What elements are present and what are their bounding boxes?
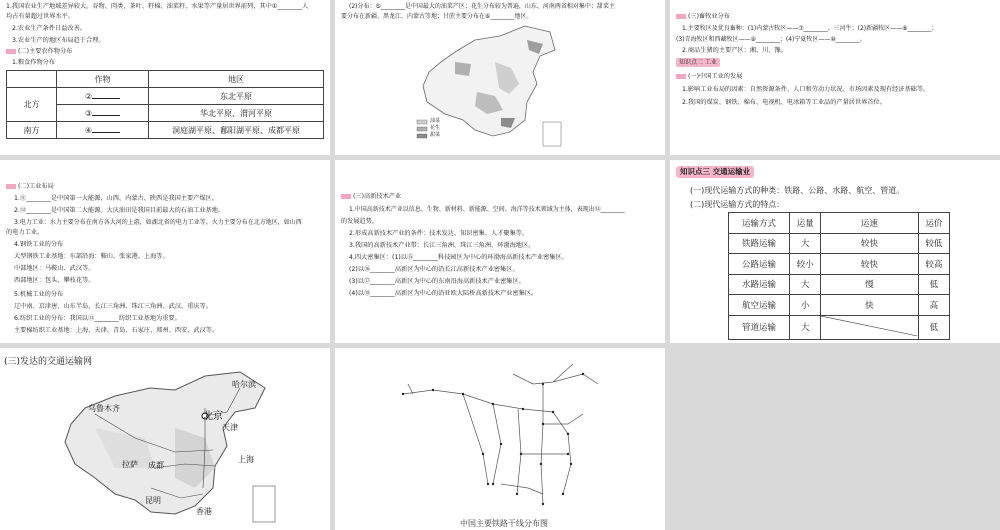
table-row: 航空运输 小 快 高 xyxy=(729,295,950,316)
text-line: 的发展趋势。 xyxy=(341,218,379,225)
crop-cell: ④ xyxy=(57,122,149,139)
text-line: 3.电力工业：水力主要分布在南方各大河的上游，如湖北省的电力工业等。火力主要分布在北方地区，如山西 xyxy=(14,219,302,226)
text-line: (一)现代运输方式的种类：铁路、公路、水路、航空、管道。 xyxy=(690,186,905,195)
map-caption: 中国主要铁路干线分布图 xyxy=(460,519,548,528)
crop-cell: ③ xyxy=(57,105,149,122)
text-line: 4.四大密集区：(1)以⑮________科技园区为中心的环渤海高新技术产业密集区。 xyxy=(349,254,568,261)
city-label: 成都 xyxy=(148,461,164,470)
text-line: (4)以⑱________高新区为中心的沿亚欧大陆桥高新技术产业密集区。 xyxy=(349,290,538,297)
section-marker xyxy=(6,49,16,54)
city-label: 天津 xyxy=(222,423,238,432)
panel-transport-network xyxy=(0,348,330,530)
table-row: 公路运输 较小 较快 较高 xyxy=(729,254,950,275)
text-line: 1.主要牧区及优良畜种：(1)内蒙古牧区——⑦________、三河牛；(2)新疆牧区——⑧________； xyxy=(682,25,938,32)
section-heading: (二)工业布局 xyxy=(6,182,54,192)
text-line: 3.农业生产的地区布局趋于合理。 xyxy=(12,37,105,44)
city-label: 哈尔滨 xyxy=(232,380,256,389)
section-marker xyxy=(676,74,686,79)
text-line: 1.影响工业布局的因素：自然资源条件、人口和劳动力状况、市场因素及现有经济基础等。 xyxy=(682,86,930,93)
sub-heading: 1.粮食作物分布 xyxy=(12,59,56,66)
col-header: 运输方式 xyxy=(729,213,790,234)
region-cell: 南方 xyxy=(7,122,57,139)
grain-crop-table xyxy=(6,70,324,139)
panel-livestock xyxy=(670,0,1000,155)
col-header: 运价 xyxy=(918,213,949,234)
china-transport-map xyxy=(55,368,280,528)
text-line: (2)分布：⑤________是中国最大的油菜产区；花生分布较为普遍，山东、河南两省相对集中；甜菜主 xyxy=(349,3,615,10)
text-line: 5.机械工业的分布 xyxy=(14,291,64,298)
area-cell: 东北平原 xyxy=(149,88,324,105)
col-header: 运量 xyxy=(789,213,820,234)
panel-oil-crops xyxy=(335,0,665,155)
text-line: 要分布在新疆、黑龙江、内蒙古等地；甘蔗主要分布在⑥________地区。 xyxy=(341,13,533,20)
text-line: 2.农业生产条件日益改善。 xyxy=(12,25,86,32)
area-cell: 华北平原、渭河平原 xyxy=(149,105,324,122)
panel-transport xyxy=(670,160,1000,343)
section-heading: (一)中国工业的发展 xyxy=(676,72,742,82)
panel-high-tech xyxy=(335,160,665,343)
col-header: 运速 xyxy=(821,213,918,234)
section-marker xyxy=(6,184,16,189)
section-title: (三)发达的交通运输网 xyxy=(4,357,93,367)
knowledge-tag: 知识点三 交通运输业 xyxy=(676,166,754,178)
text-line: (3)以⑰________高新区为中心的东南沿海高新技术产业密集区。 xyxy=(349,278,525,285)
text-line: 均占有量超过世界水平。 xyxy=(6,13,75,20)
city-label: 上海 xyxy=(238,455,254,464)
city-label: 昆明 xyxy=(145,496,161,505)
city-label: 香港 xyxy=(196,507,212,516)
text-line: (3)青海牧区和西藏牧区——⑨________；(4)宁夏牧区——⑩________。 xyxy=(676,36,866,43)
legend-label: 花生 xyxy=(430,125,441,131)
text-line: 1.中国高新技术产业以信息、生物、新材料、新能源、空间、海洋等技术领域为主体，表现出⑭________ xyxy=(349,206,625,213)
crop-cell: ② xyxy=(57,88,149,105)
text-line: 中部地区：马鞍山、武汉等。 xyxy=(14,265,95,272)
legend-label: 甜菜 xyxy=(430,132,441,138)
knowledge-tag: 知识点二 工业 xyxy=(676,58,720,68)
city-label: 乌鲁木齐 xyxy=(88,404,120,413)
text-line: 6.纺织工业的分布：我国以⑬________纺织工业基地为重要。 xyxy=(14,315,181,322)
city-label: 北京 xyxy=(203,411,223,422)
panel-railway-map xyxy=(335,348,665,530)
legend-label: 油菜 xyxy=(430,118,441,124)
section-marker xyxy=(676,14,686,19)
panel-industry-layout xyxy=(0,160,330,343)
section-heading: (三)高新技术产业 xyxy=(341,192,401,202)
text-line: 大型钢铁工业基地：东部沿海：鞍山、张家港、上海等。 xyxy=(14,253,169,260)
table-row: 水路运输 大 慢 低 xyxy=(729,274,950,295)
text-line: 2.商品生猪的主要产区：湘、川、豫。 xyxy=(682,47,787,54)
text-line: 2.⑫________是中国第二大能源。大庆油田是我国目前最大的石油工业基地。 xyxy=(14,207,225,214)
text-line: 辽中南、京津唐、山东半岛、长江三角洲、珠江三角洲、武汉、重庆等。 xyxy=(14,303,212,310)
text-line: 3.我国的高新技术产业带：长江三角洲、珠江三角洲、环渤海地区。 xyxy=(349,242,535,249)
table-row: 铁路运输 大 较快 较低 xyxy=(729,233,950,254)
text-line: 西部地区：包头、攀枝花等。 xyxy=(14,277,95,284)
text-line: (二)现代运输方式的特点： xyxy=(690,200,785,209)
col-header: 地区 xyxy=(149,71,324,88)
text-line: 的电力工业。 xyxy=(6,229,44,236)
empty-area xyxy=(670,348,1000,530)
text-line: (2)以⑯________高新区为中心的沿长江高新技术产业密集区。 xyxy=(349,266,519,273)
text-line: 1.⑪________是中国第一大能源，山西、内蒙古、陕西是我国主要产煤区。 xyxy=(14,195,218,202)
col-header: 作物 xyxy=(57,71,149,88)
section-marker xyxy=(341,194,351,199)
diagonal-cell xyxy=(821,315,918,339)
transport-table xyxy=(728,212,950,340)
text-line: 1.我国农业生产地域差异较大。谷物、肉类、茶叶、籽棉、油菜籽、水果等产量居世界前列，其中①________人 xyxy=(6,3,309,10)
text-line: 2.形成高新技术产业的条件：技术发达、知识密集、人才聚集等。 xyxy=(349,230,529,237)
table-row: 管道运输 大 低 xyxy=(729,315,950,339)
area-cell: 洞庭湖平原、鄱阳湖平原、成都平原 xyxy=(149,122,324,139)
section-heading: (二)主要农作物分布 xyxy=(6,47,72,57)
railway-map xyxy=(393,354,613,512)
text-line: 2.我国的煤炭、钢铁、棉布、电视机、电冰箱等工业品的产量居世界首位。 xyxy=(682,99,886,106)
panel-agriculture-intro xyxy=(0,0,330,155)
region-cell: 北方 xyxy=(7,88,57,122)
section-heading: (三)畜牧业分布 xyxy=(676,12,730,22)
text-line: 主要棉纺织工业基地：上海、天津、青岛、石家庄、郑州、西安、武汉等。 xyxy=(14,327,219,334)
city-label: 拉萨 xyxy=(122,460,138,469)
text-line: 4.钢铁工业的分布 xyxy=(14,241,64,248)
